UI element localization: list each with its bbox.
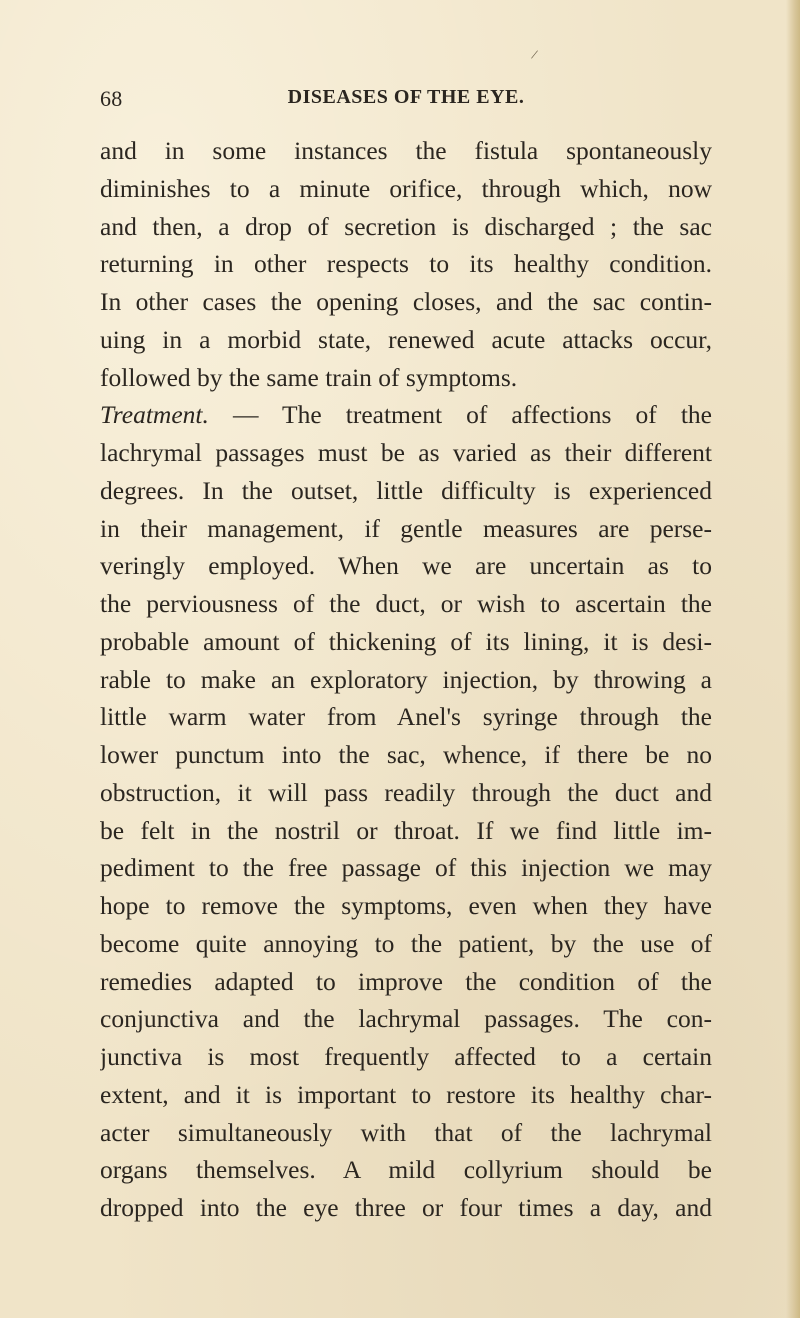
text-line: acter simultaneously with that of the lachrymal: [100, 1117, 712, 1147]
text-line: junctiva is most frequently affected to a certain: [100, 1042, 712, 1071]
text-line: returning in other respects to its healthy condition.: [100, 249, 712, 279]
text-line: the perviousness of the duct, or wish to ascertain the: [100, 589, 712, 618]
text-line: veringly employed. When we are uncertain as to: [100, 551, 712, 581]
text-line: lachrymal passages must be as varied as their different: [100, 438, 712, 467]
text-line: extent, and it is important to restore its healthy char-: [100, 1079, 712, 1109]
running-head: DISEASES OF THE EYE.: [287, 86, 525, 108]
text-line: remedies adapted to improve the condition of the: [100, 966, 712, 996]
text-line: dropped into the eye three or four times a day, and: [100, 1193, 712, 1222]
text-line: uing in a morbid state, renewed acute attacks occur,: [100, 324, 712, 354]
text-line: and in some instances the fistula spontaneously: [100, 136, 712, 165]
text-line: In other cases the opening closes, and the sac contin-: [100, 287, 712, 316]
text-line: and then, a drop of secretion is discharged ; the sac: [100, 211, 712, 241]
page-edge-shadow: [786, 0, 800, 1318]
text-line: in their management, if gentle measures are perse-: [100, 513, 712, 543]
stray-mark: /: [529, 47, 539, 64]
body-text: [100, 132, 712, 1227]
text-line: probable amount of thickening of its lining, it is desi-: [100, 626, 712, 656]
text-line: degrees. In the outset, little difficulty is experienced: [100, 475, 712, 505]
text-line: lower punctum into the sac, whence, if there be no: [100, 740, 712, 769]
page-header: [100, 86, 712, 116]
text-line: followed by the same train of symptoms.: [100, 362, 518, 392]
text-line: obstruction, it will pass readily through the duct and: [100, 777, 712, 807]
text-line: conjunctiva and the lachrymal passages. The con-: [100, 1004, 712, 1034]
treatment-line-text: — The treatment of affections of the: [232, 400, 712, 430]
text-line: become quite annoying to the patient, by the use of: [100, 928, 712, 958]
text-line: be felt in the nostril or throat. If we find little im-: [100, 815, 712, 845]
text-line: diminishes to a minute orifice, through which, now: [100, 173, 712, 203]
text-line: pediment to the free passage of this injection we may: [100, 853, 712, 883]
text-line-treatment: [100, 396, 712, 434]
text-line: hope to remove the symptoms, even when they have: [100, 891, 712, 920]
page-number: 68: [100, 86, 123, 111]
text-line: little warm water from Anel's syringe through the: [100, 702, 712, 732]
treatment-heading: Treatment.: [100, 400, 209, 430]
text-line: organs themselves. A mild collyrium should be: [100, 1155, 712, 1185]
text-line: rable to make an exploratory injection, by throwing a: [100, 664, 712, 694]
